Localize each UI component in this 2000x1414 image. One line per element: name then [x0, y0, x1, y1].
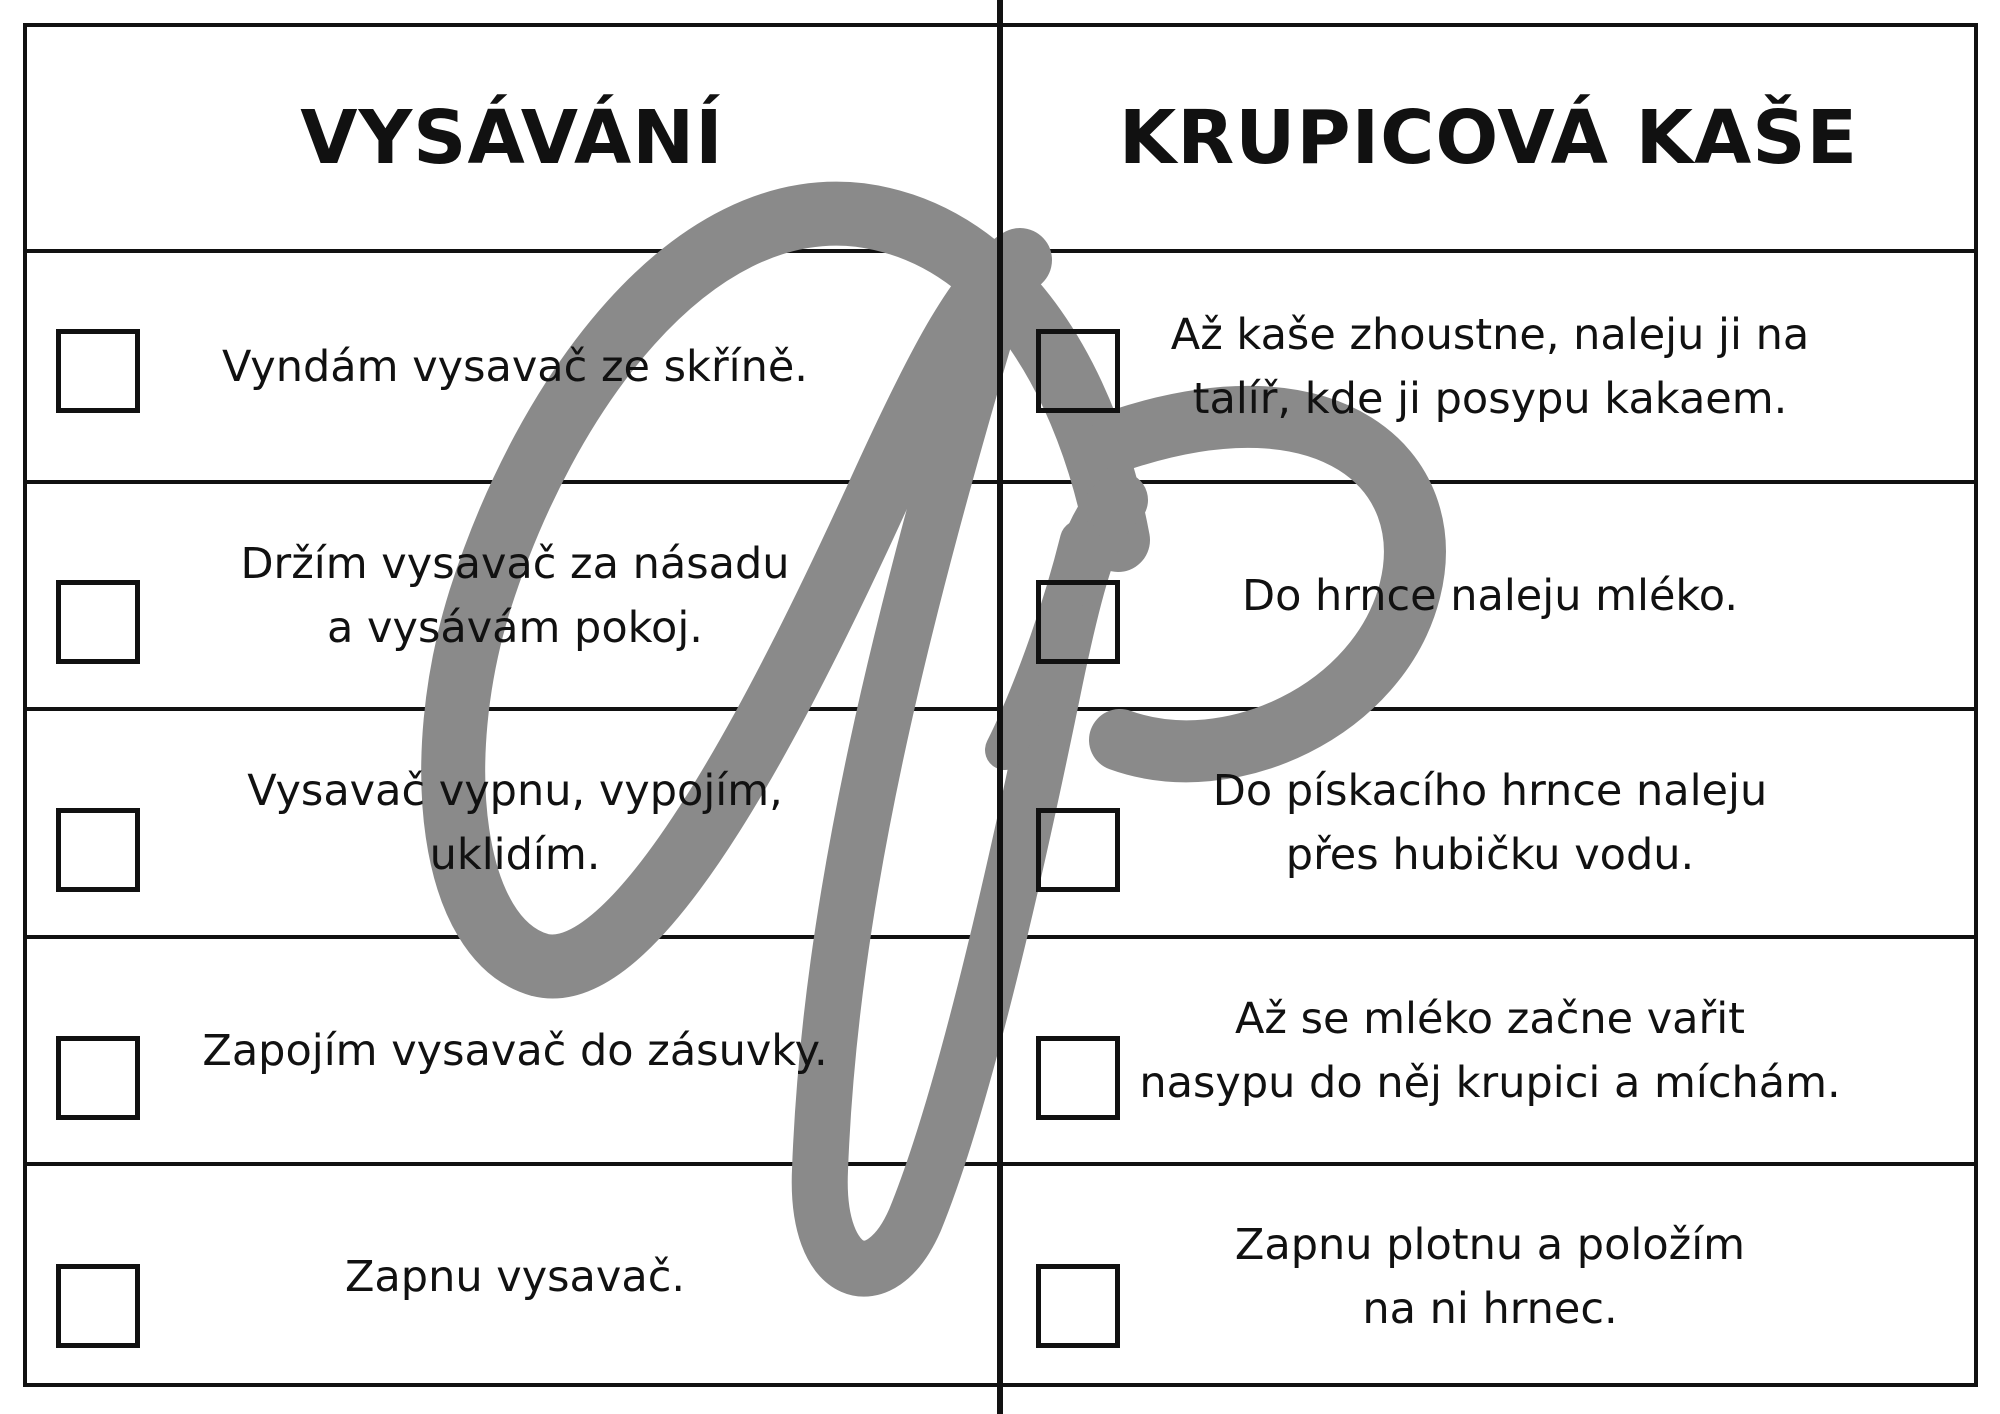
checkbox-left-1[interactable]	[56, 329, 140, 413]
step-text-left-1: Vyndám vysavač ze skříně.	[222, 341, 808, 392]
step-text-right-2: Do hrnce naleju mléko.	[1241, 570, 1739, 621]
step-text-left-4: Zapojím vysavač do zásuvky.	[202, 1025, 828, 1076]
column-title-vysavani: VYSÁVÁNÍ	[300, 95, 724, 181]
checkbox-right-5[interactable]	[1036, 1264, 1120, 1348]
checkbox-left-2[interactable]	[56, 580, 140, 664]
checkbox-left-3[interactable]	[56, 808, 140, 892]
step-text-right-3: Do pískacího hrnce naleju přes hubičku vodu.	[1212, 766, 1768, 880]
step-text-right-4: Až se mléko začne vařit nasypu do něj krupici a míchám.	[1139, 993, 1841, 1108]
step-text-left-3: Vysavač vypnu, vypojím, uklidím.	[247, 766, 783, 880]
checkbox-left-5[interactable]	[56, 1264, 140, 1348]
column-title-krupicova-kase: KRUPICOVÁ KAŠE	[1118, 95, 1859, 181]
checkbox-right-4[interactable]	[1036, 1036, 1120, 1120]
step-text-right-1: Až kaše zhoustne, naleju ji na talíř, kde ji posypu kakaem.	[1170, 309, 1810, 424]
step-text-left-2: Držím vysavač za násadu a vysávám pokoj.	[240, 538, 790, 653]
checkbox-left-4[interactable]	[56, 1036, 140, 1120]
column-divider	[997, 0, 1003, 1414]
checkbox-right-2[interactable]	[1036, 580, 1120, 664]
checkbox-right-3[interactable]	[1036, 808, 1120, 892]
checkbox-right-1[interactable]	[1036, 329, 1120, 413]
step-text-right-5: Zapnu plotnu a položím na ni hrnec.	[1234, 1219, 1746, 1334]
step-text-left-5: Zapnu vysavač.	[344, 1251, 686, 1302]
